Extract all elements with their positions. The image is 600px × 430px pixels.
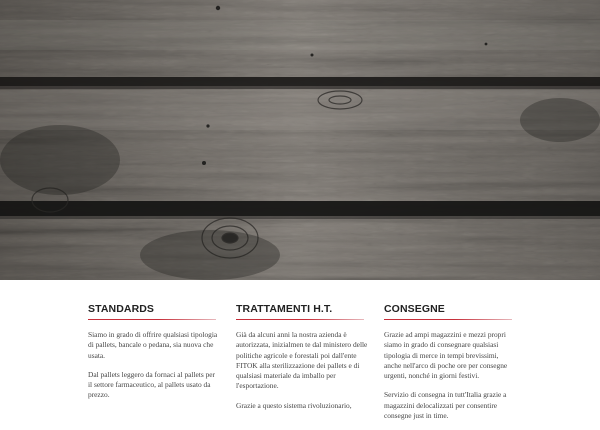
column-paragraph: Dal pallets leggero da fornaci al pallets per il settore farmaceutico, al pallets usato da prezzo.: [88, 369, 216, 400]
title-underline: [384, 319, 512, 320]
info-section: [0, 280, 600, 421]
column-paragraph: Grazie a questo sistema rivoluzionario,: [236, 400, 352, 410]
column-paragraph: Grazie ad ampi magazzini e mezzi propri siamo in grado di consegnare qualsiasi tipologia di merce in tempi brevissimi, anche nell'arco di poche ore per consegne urgenti, nonché in giorni festivi.: [384, 330, 508, 381]
column-title: TRATTAMENTI H.T.: [236, 303, 333, 315]
column-standards: [88, 302, 220, 410]
column-paragraph: Siamo in grado di offrire qualsiasi tipologia di pallets, bancale o pedana, sia nuova che usata.: [88, 330, 218, 360]
title-underline: [236, 319, 364, 320]
column-consegne: [384, 302, 516, 430]
column-title: STANDARDS: [88, 303, 155, 315]
column-paragraph: Già da alcuni anni la nostra azienda è autorizzata, inizialmen te dal ministero delle politiche agricole e forestali poi dall'ente FITOK alla sterilizzazione dei pallets e di qualsiasi materiale da imballo per l'esportazione.: [236, 330, 368, 391]
column-trattamenti: [236, 302, 368, 420]
title-underline: [88, 319, 216, 320]
column-paragraph: Servizio di consegna in tutt'Italia grazie a magazzini delocalizzati per consentire consegne just in time.: [384, 390, 507, 421]
column-title: CONSEGNE: [384, 303, 445, 315]
